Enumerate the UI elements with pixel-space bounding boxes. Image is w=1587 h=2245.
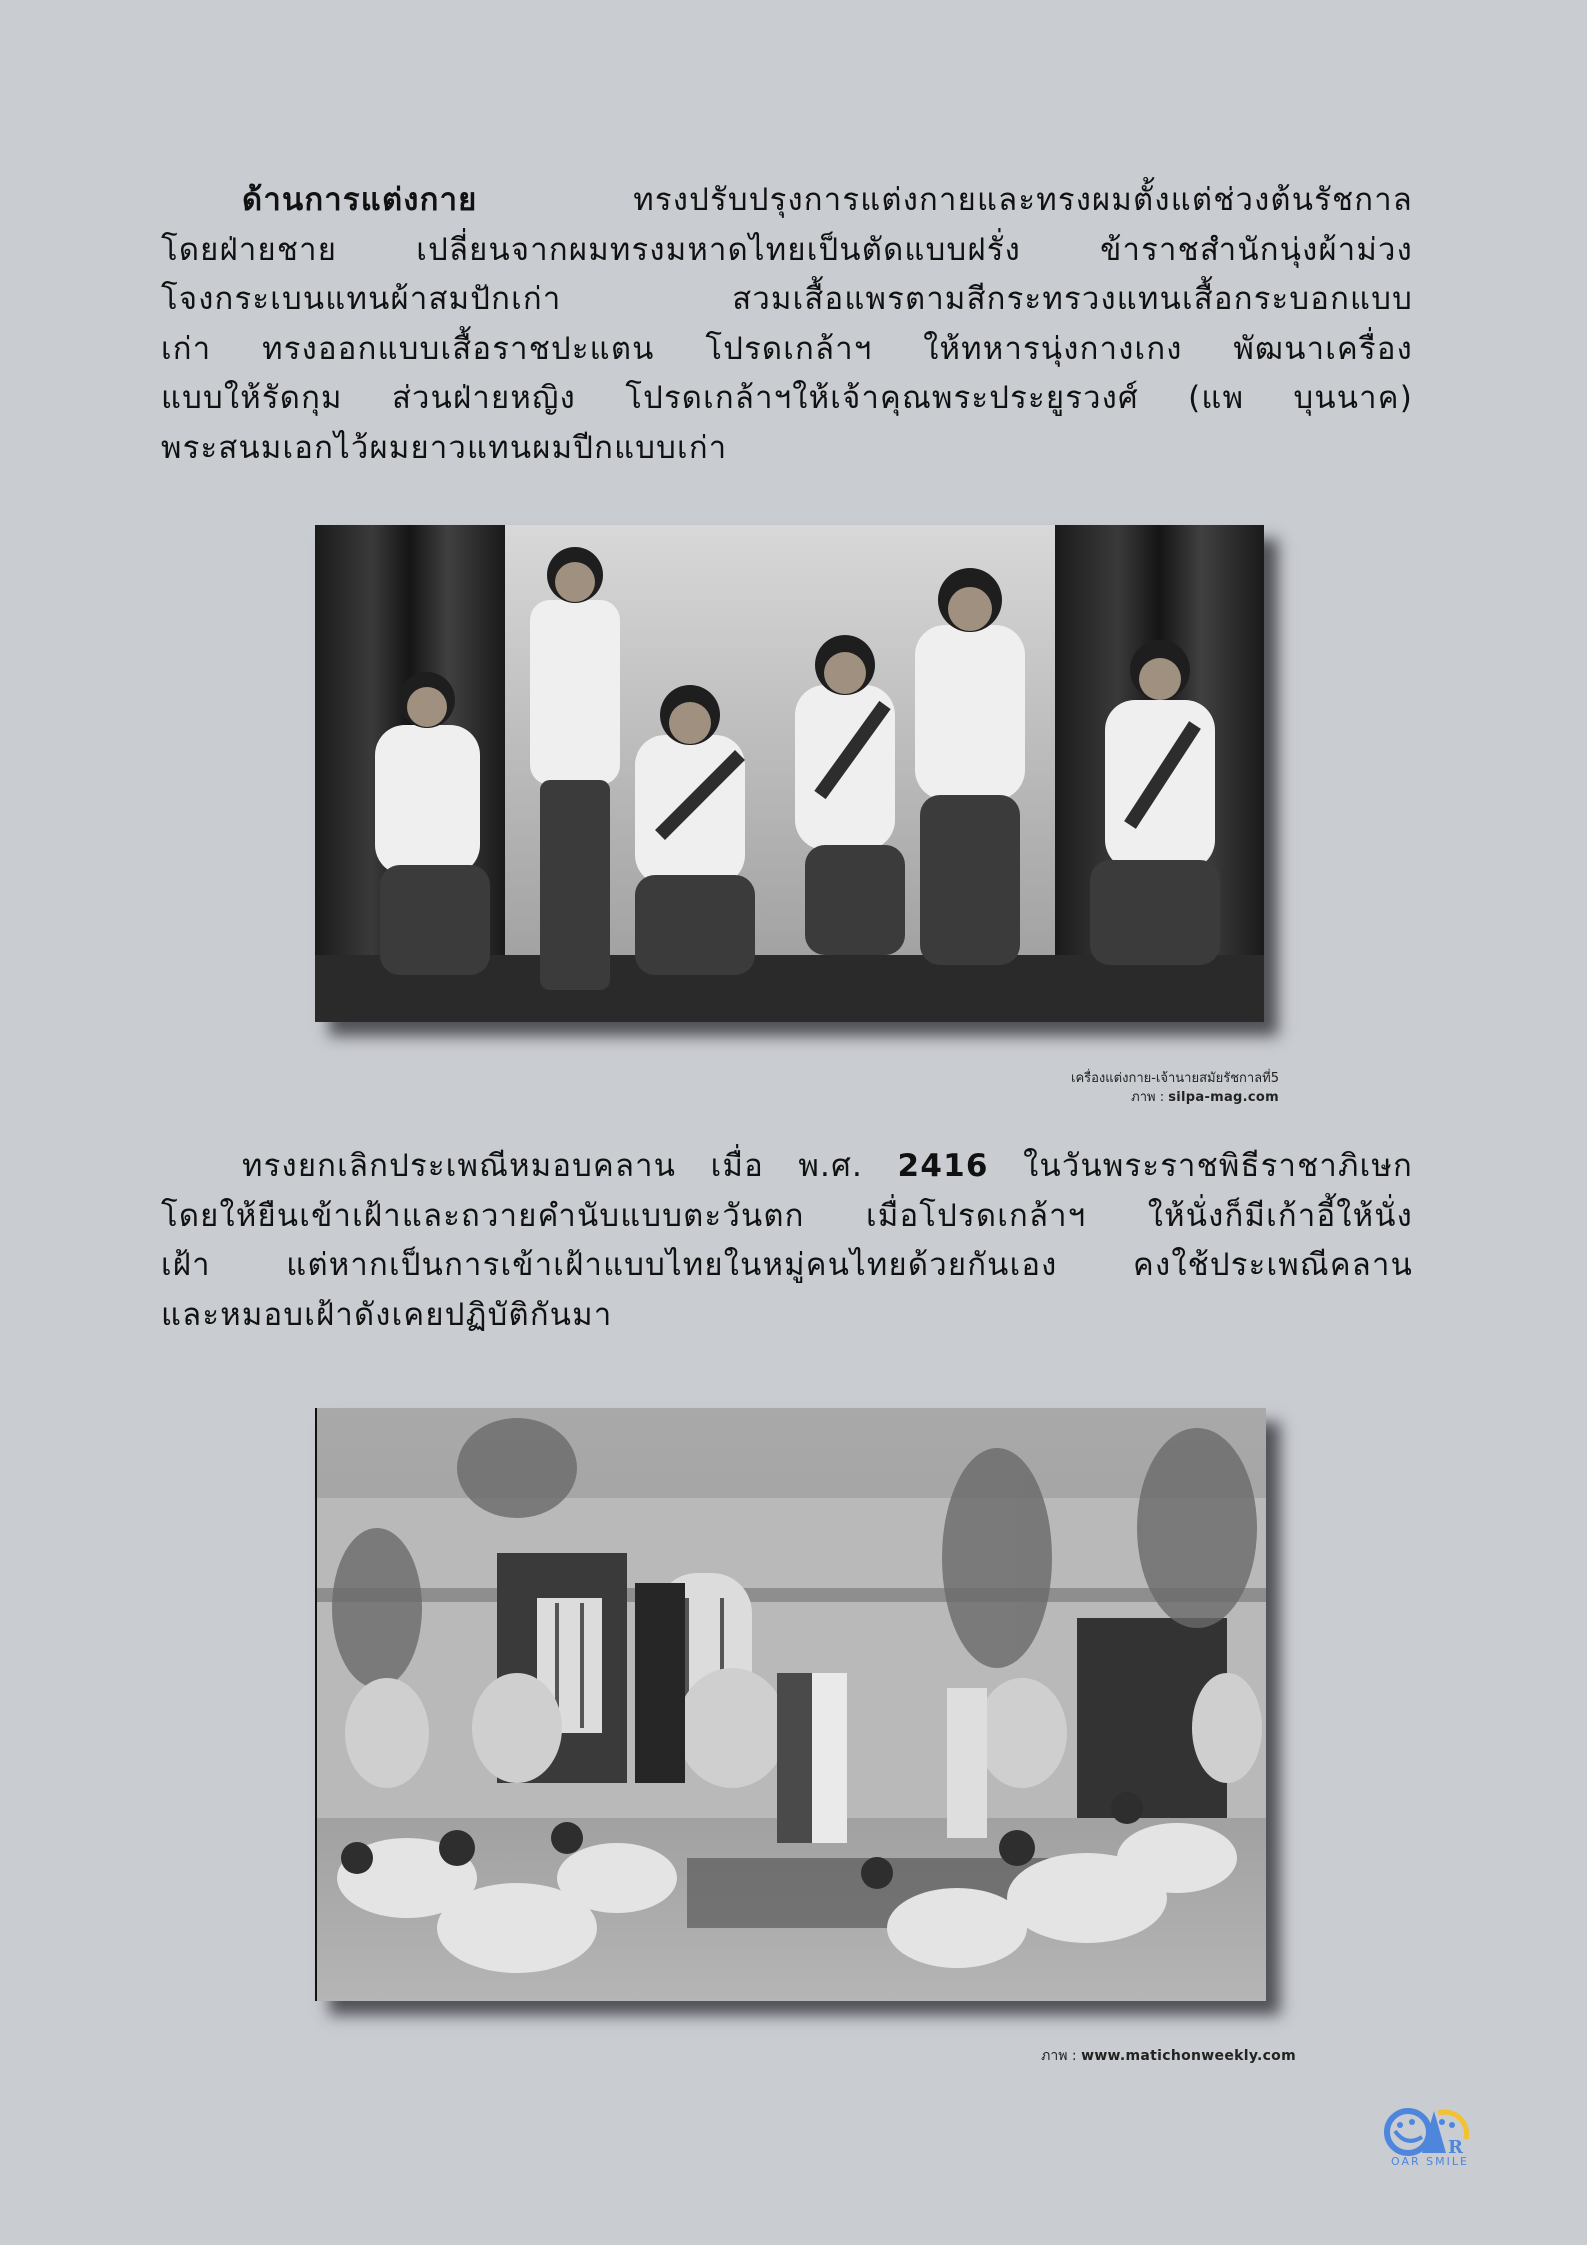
paragraph-line: ด้านการแต่งกาย ทรงปรับปรุงการแต่งกายและทรงผมตั้งแต่ช่วงต้นรัชกาล <box>242 182 1413 218</box>
caption-title: เครื่องแต่งกาย-เจ้านายสมัยรัชกาลที่5 <box>1071 1071 1279 1086</box>
caption-credit: ภาพ : silpa-mag.com <box>1131 1090 1279 1105</box>
section-heading: ด้านการแต่งกาย <box>242 182 478 218</box>
paragraph-line: โจงกระเบนแทนผ้าสมปักเก่า สวมเสื้อแพรตามสีกระทรวงแทนเสื้อกระบอกแบบ <box>161 281 1413 317</box>
source-link: www.matichonweekly.com <box>1081 2048 1296 2064</box>
paragraph-line: พระสนมเอกไว้ผมยาวแทนผมปีกแบบเก่า <box>161 429 728 466</box>
paragraph-line: โดยให้ยืนเข้าเฝ้าและถวายคำนับแบบตะวันตก เมื่อโปรดเกล้าฯ ให้นั่งก็มีเก้าอี้ให้นั่ง <box>161 1197 1413 1234</box>
source-link: silpa-mag.com <box>1168 1090 1279 1105</box>
paragraph-prostration-abolition <box>161 1142 1413 1340</box>
photo-prostration-scene-image <box>317 1408 1266 2001</box>
logo-text: OAR SMILE <box>1391 2155 1469 2168</box>
year-highlight: 2416 <box>897 1148 989 1184</box>
paragraph-line: และหมอบเฝ้าดังเคยปฏิบัติกันมา <box>161 1296 613 1333</box>
photo-caption-2 <box>1041 2047 1296 2066</box>
photo-royal-attire <box>315 525 1264 1022</box>
smile-face-icon <box>1380 2105 1480 2157</box>
oar-smile-logo <box>1380 2105 1480 2175</box>
photo-caption-1 <box>1071 1069 1279 1107</box>
photo-royal-attire-image <box>315 525 1264 1022</box>
paragraph-line: โดยฝ่ายชาย เปลี่ยนจากผมทรงมหาดไทยเป็นตัดแบบฝรั่ง ข้าราชสำนักนุ่งผ้าม่วง <box>161 231 1413 268</box>
paragraph-line: เก่า ทรงออกแบบเสื้อราชปะแตน โปรดเกล้าฯ ให้ทหารนุ่งกางเกง พัฒนาเครื่อง <box>161 330 1413 367</box>
paragraph-line: แบบให้รัดกุม ส่วนฝ่ายหญิง โปรดเกล้าฯให้เจ้าคุณพระประยูรวงศ์ (แพ บุนนาค) <box>161 380 1413 416</box>
caption-credit: ภาพ : www.matichonweekly.com <box>1041 2048 1296 2064</box>
paragraph-line: ทรงยกเลิกประเพณีหมอบคลาน เมื่อ พ.ศ. 2416 ในวันพระราชพิธีราชาภิเษก <box>242 1148 1413 1184</box>
paragraph-line: เฝ้า แต่หากเป็นการเข้าเฝ้าแบบไทยในหมู่คนไทยด้วยกันเอง คงใช้ประเพณีคลาน <box>161 1247 1413 1283</box>
paragraph-dress-reform <box>161 176 1413 473</box>
photo-prostration-scene <box>315 1408 1266 2001</box>
svg-text:R: R <box>1448 2137 1463 2157</box>
